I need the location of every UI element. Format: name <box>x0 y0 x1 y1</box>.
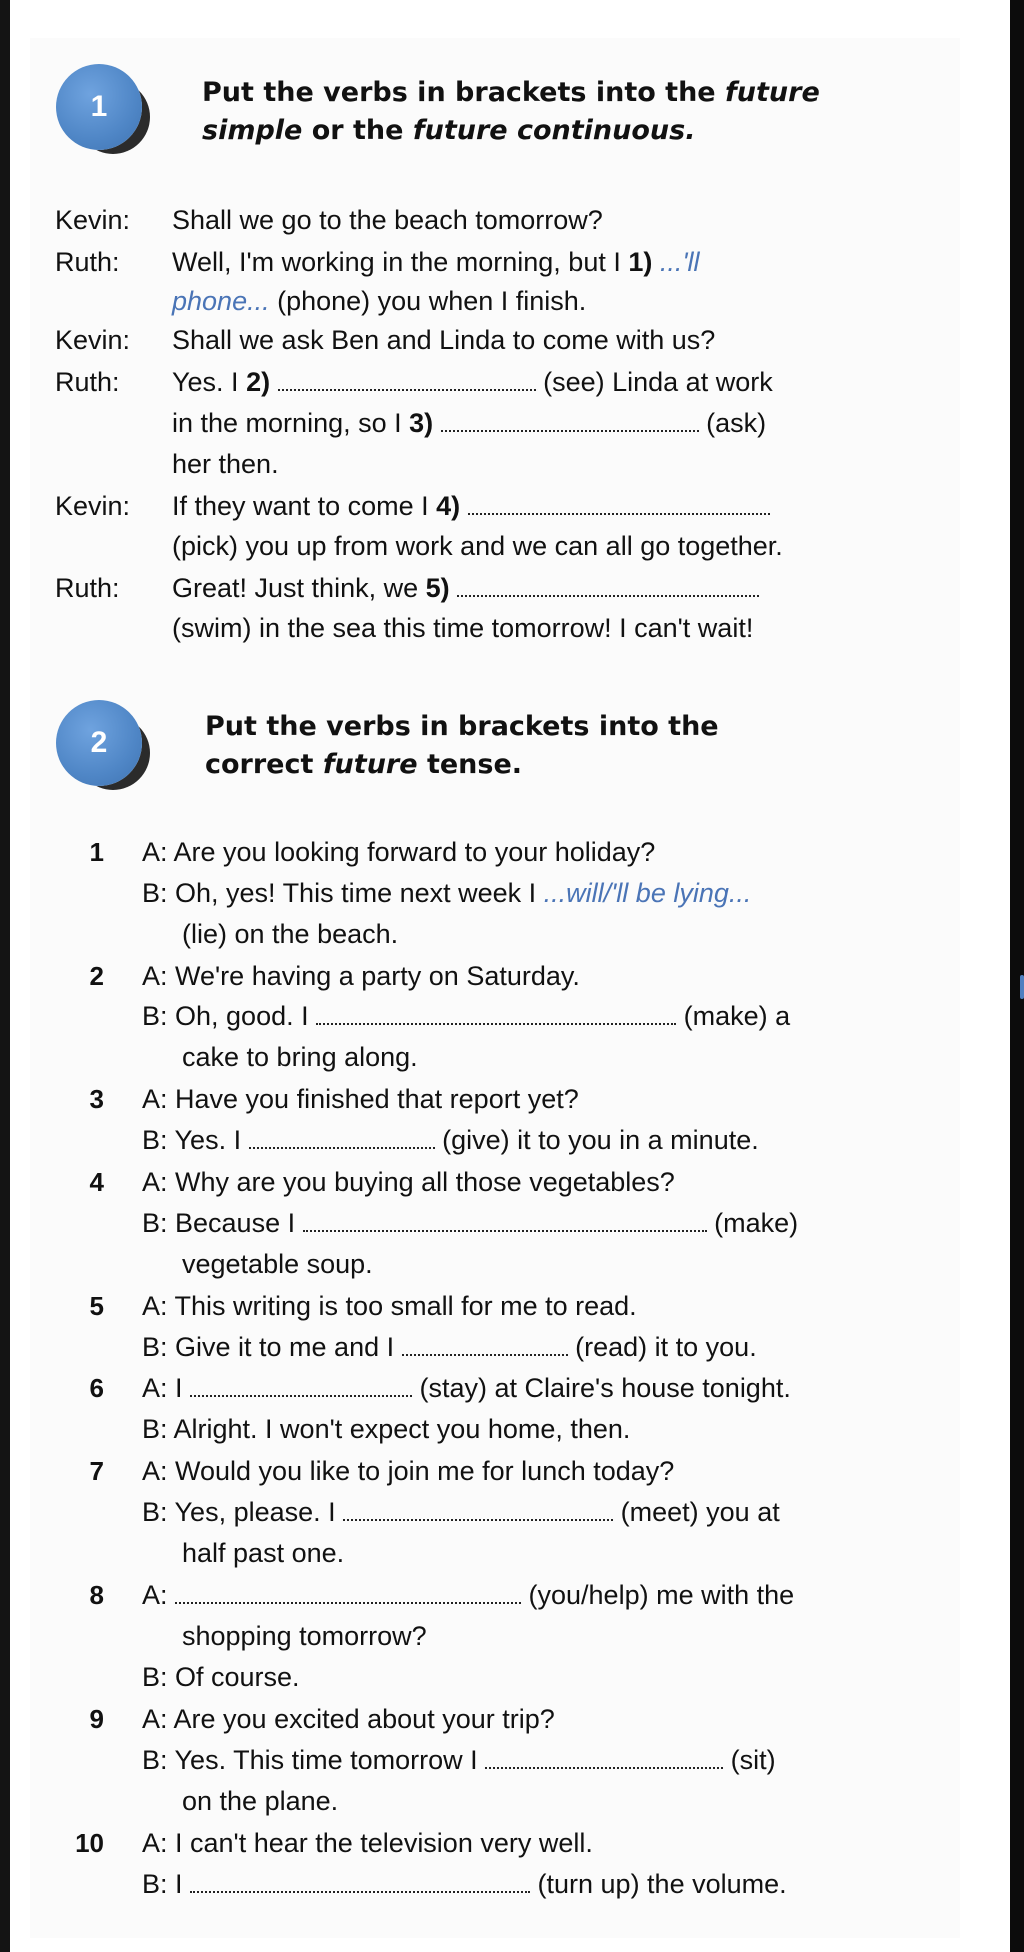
speaker-label: Ruth: <box>55 247 120 277</box>
answer-blank[interactable] <box>303 1214 707 1232</box>
item-number: 2 <box>89 961 104 991</box>
dialogue-line: A: Would you like to join me for lunch today? <box>142 1456 675 1486</box>
exercise-1-badge <box>56 64 142 150</box>
dialogue-line: B: Give it to me and I (read) it to you. <box>142 1332 757 1362</box>
dialogue-line: A: Have you finished that report yet? <box>142 1084 579 1114</box>
dialogue-line: B: Oh, yes! This time next week I ...will/'ll be lying... <box>142 878 752 908</box>
item-number: 6 <box>89 1373 104 1403</box>
dialogue-line: (lie) on the beach. <box>182 919 399 949</box>
answer-blank[interactable] <box>249 1131 435 1149</box>
item-number: 3 <box>89 1084 104 1114</box>
exercise-2-badge <box>56 700 142 786</box>
exercise-number: 1 <box>90 90 108 123</box>
answer-blank[interactable] <box>402 1338 568 1356</box>
dialogue-line: Yes. I 2) (see) Linda at work <box>172 367 773 397</box>
speaker-label: Kevin: <box>55 491 131 521</box>
answer-blank[interactable] <box>457 579 759 597</box>
dialogue-line: If they want to come I 4) <box>172 488 770 524</box>
dialogue-line: (swim) in the sea this time tomorrow! I can't wait! <box>172 613 754 643</box>
dialogue-line: B: Alright. I won't expect you home, then. <box>142 1414 631 1444</box>
dialogue-line: B: I (turn up) the volume. <box>142 1869 787 1899</box>
dialogue-line: A: This writing is too small for me to read. <box>142 1291 637 1321</box>
answer-blank[interactable] <box>316 1007 676 1025</box>
answer-blank[interactable] <box>485 1751 723 1769</box>
example-answer: ...'ll <box>652 247 700 277</box>
exercise-2-heading: Put the verbs in brackets into the correct future tense. <box>205 711 719 780</box>
dialogue-line: A: I can't hear the television very well. <box>142 1828 593 1858</box>
answer-blank[interactable] <box>468 497 770 515</box>
exercise-1-heading: Put the verbs in brackets into the future simple or the future continuous. <box>202 77 820 146</box>
answer-blank[interactable] <box>343 1503 613 1521</box>
dialogue-line: B: Yes, please. I (meet) you at <box>142 1497 780 1527</box>
dialogue-line: B: Because I (make) <box>142 1208 799 1238</box>
item-number: 9 <box>89 1704 104 1734</box>
speaker-label: Ruth: <box>55 367 120 397</box>
answer-blank[interactable] <box>278 373 536 391</box>
dialogue-line: her then. <box>172 449 279 479</box>
speaker-label: Kevin: <box>55 205 131 235</box>
dialogue-line: shopping tomorrow? <box>182 1621 427 1651</box>
dialogue-line: on the plane. <box>182 1786 339 1816</box>
dialogue-line: Great! Just think, we 5) <box>172 570 759 606</box>
answer-blank[interactable] <box>190 1875 530 1893</box>
dialogue-line: A: I (stay) at Claire's house tonight. <box>142 1373 791 1403</box>
dialogue-line: A: Are you looking forward to your holiday? <box>142 837 656 867</box>
dialogue-line: B: Oh, good. I (make) a <box>142 1001 791 1031</box>
dialogue-line: Well, I'm working in the morning, but I 1) ...'ll <box>172 247 700 277</box>
item-number: 4 <box>89 1167 104 1197</box>
dialogue-line: A: (you/help) me with the <box>142 1580 795 1610</box>
dialogue-line: A: We're having a party on Saturday. <box>142 961 580 991</box>
answer-blank[interactable] <box>441 414 699 432</box>
dialogue-line: Shall we go to the beach tomorrow? <box>172 205 603 235</box>
item-number: 1 <box>89 837 104 867</box>
dialogue-line: cake to bring along. <box>182 1042 418 1072</box>
speaker-label: Ruth: <box>55 573 120 603</box>
answer-blank[interactable] <box>190 1379 412 1397</box>
left-edge <box>0 0 10 1952</box>
item-number: 5 <box>89 1291 104 1321</box>
dialogue-line: (pick) you up from work and we can all go together. <box>172 531 783 561</box>
dialogue-line: B: Yes. I (give) it to you in a minute. <box>142 1125 759 1155</box>
dialogue-line: B: Yes. This time tomorrow I (sit) <box>142 1745 776 1775</box>
item-number: 8 <box>89 1580 104 1610</box>
dialogue-line: vegetable soup. <box>182 1249 373 1279</box>
dialogue-line: B: Of course. <box>142 1662 300 1692</box>
dialogue-line: phone... (phone) you when I finish. <box>172 286 587 316</box>
item-number: 7 <box>89 1456 104 1486</box>
answer-blank[interactable] <box>175 1586 521 1604</box>
speaker-label: Kevin: <box>55 325 131 355</box>
dialogue-line: half past one. <box>182 1538 345 1568</box>
item-number: 10 <box>75 1828 104 1858</box>
dialogue-line: A: Are you excited about your trip? <box>142 1704 555 1734</box>
dialogue-line: Shall we ask Ben and Linda to come with us? <box>172 325 716 355</box>
dialogue-line: A: Why are you buying all those vegetables? <box>142 1167 675 1197</box>
example-answer: phone... <box>172 286 270 316</box>
example-answer: ...will/'ll be lying... <box>543 878 752 908</box>
edge-mark <box>1020 975 1024 999</box>
dialogue-line: in the morning, so I 3) (ask) <box>172 408 767 438</box>
exercise-number: 2 <box>90 726 108 759</box>
